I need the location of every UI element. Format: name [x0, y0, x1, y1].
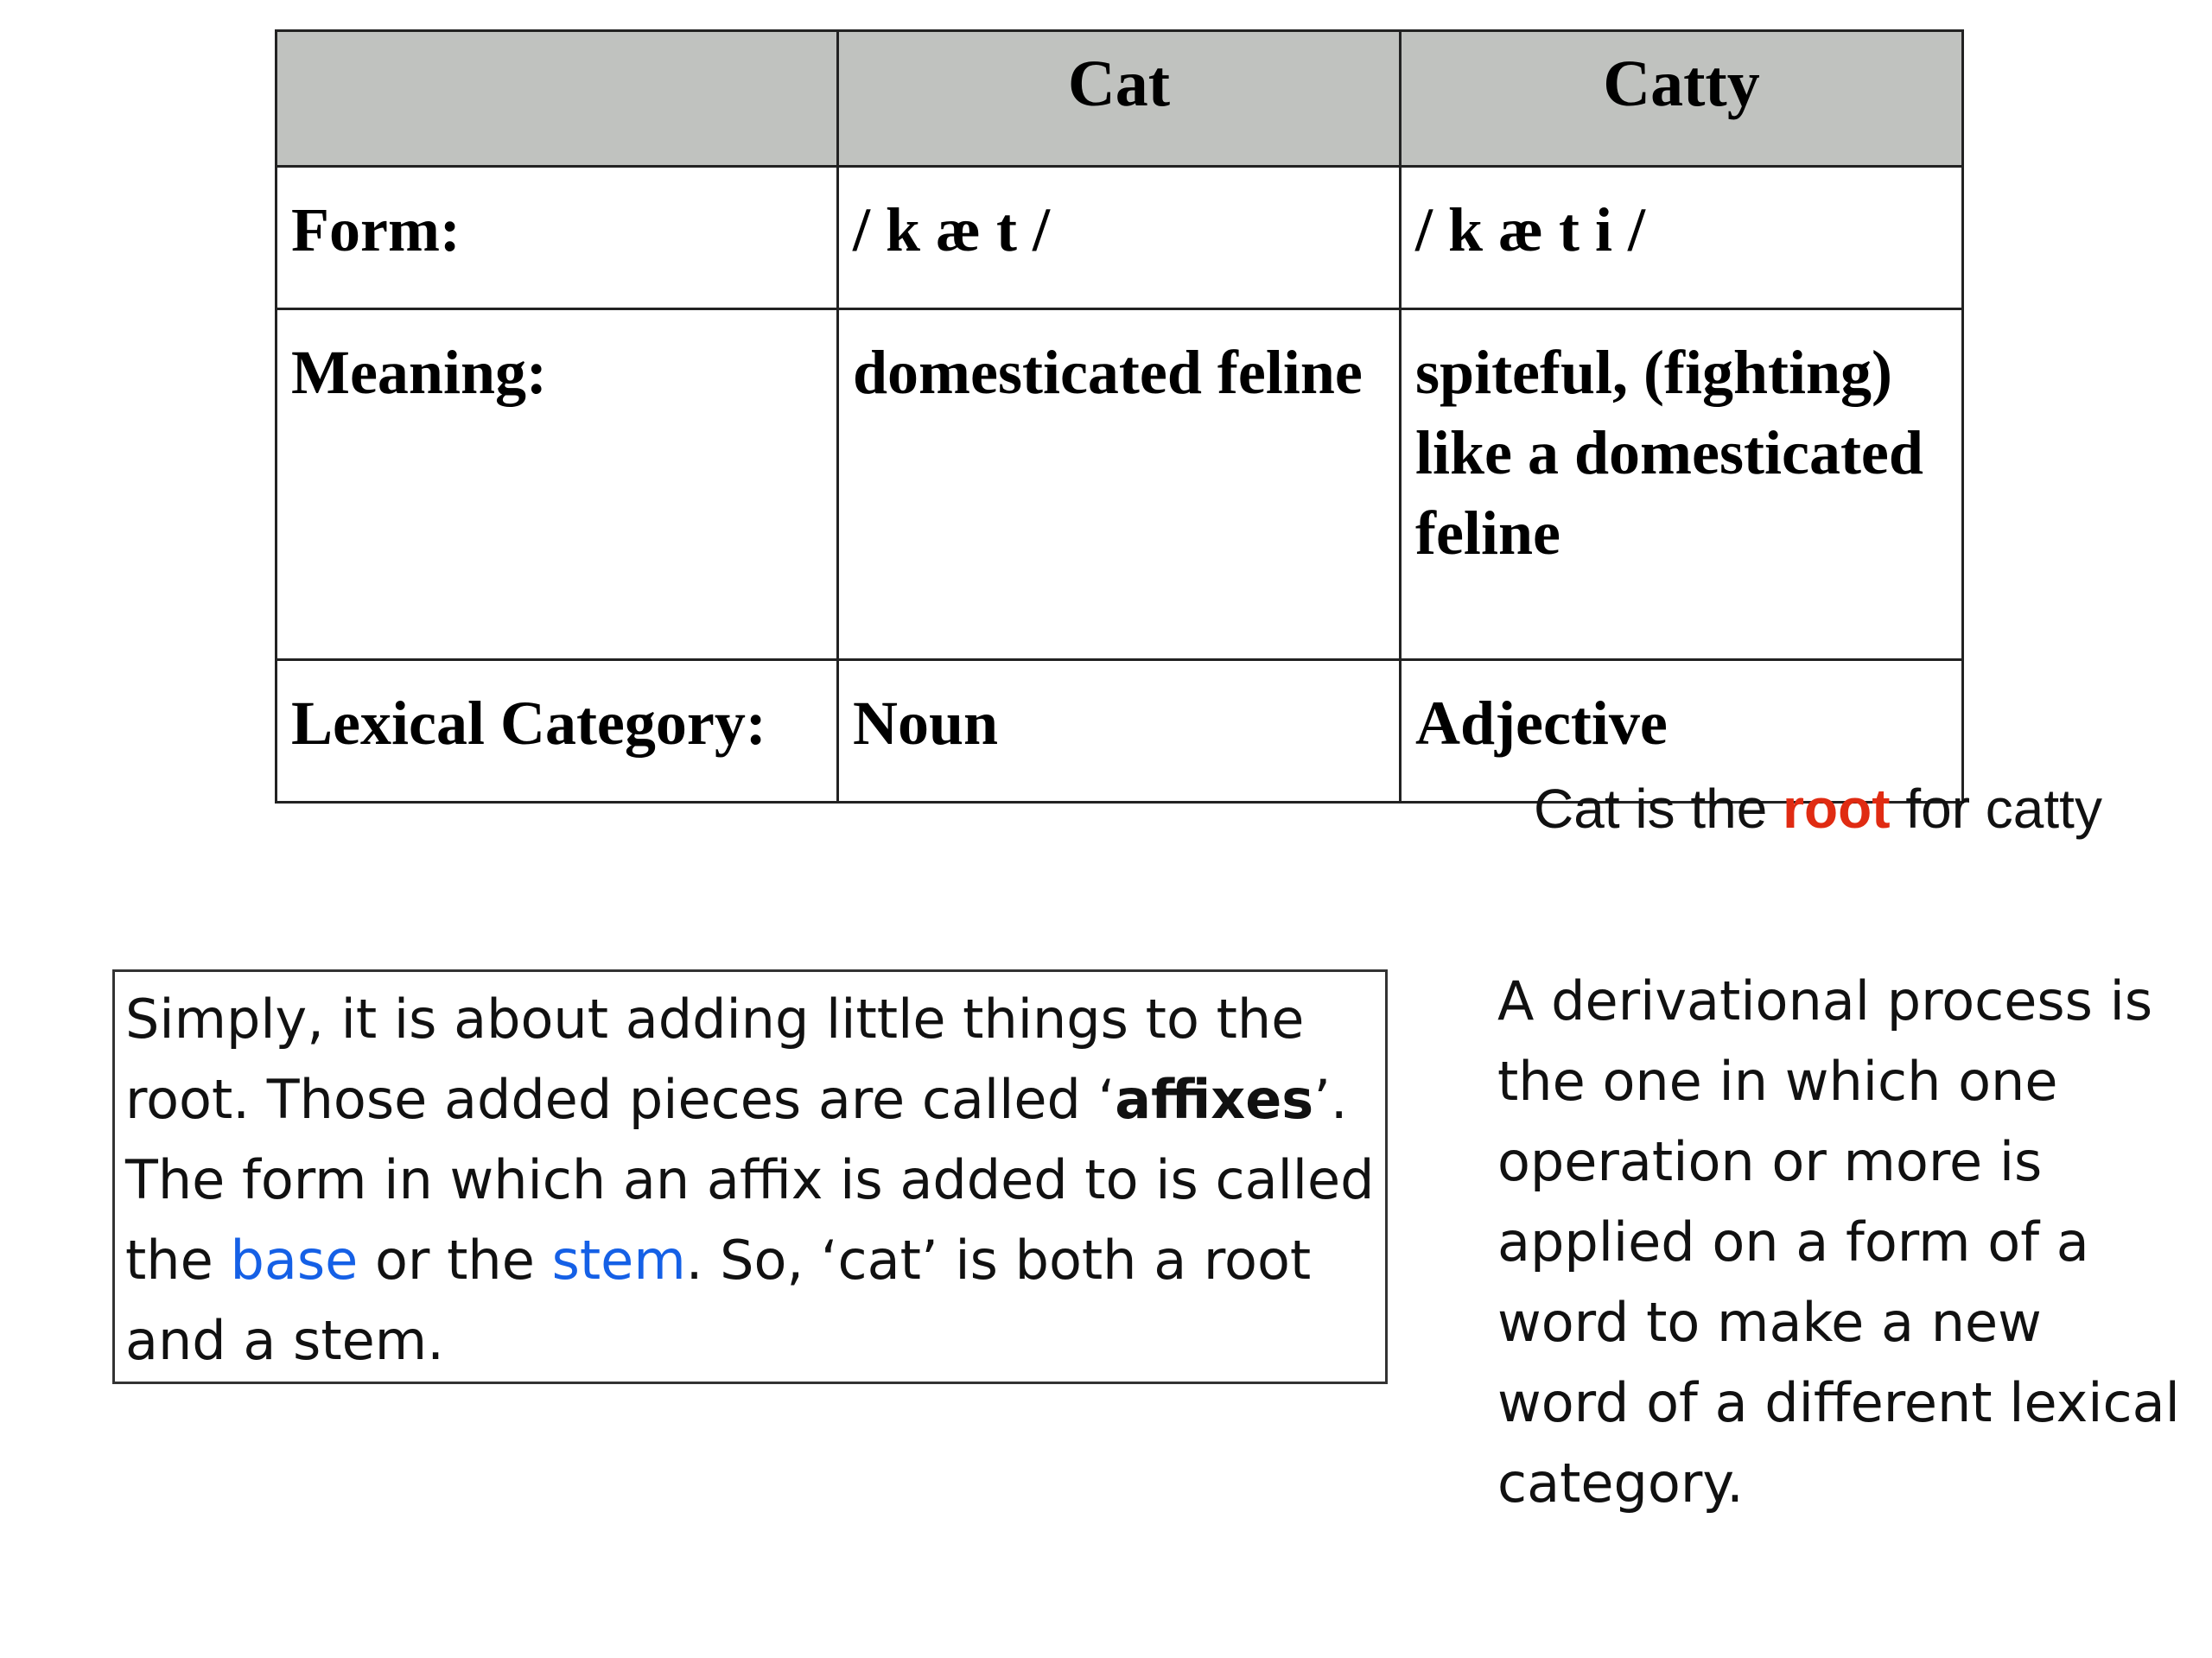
root-caption [1534, 774, 2102, 843]
cell-cat-category: Noun [838, 660, 1401, 803]
affix-line-2 [125, 1059, 1378, 1140]
cell-catty-meaning: spiteful, (fighting) like a domesticated feline [1401, 309, 1963, 660]
table-row-form [276, 167, 1963, 309]
root-highlight: root [1783, 778, 1891, 840]
deriv-line-1: A derivational process is [1497, 969, 2153, 1032]
term-affixes: affixes [1115, 1068, 1314, 1131]
affix-line-4 [125, 1220, 1378, 1300]
affix-line-4-after: . So, ‘cat’ is both a root [685, 1229, 1312, 1292]
term-stem: stem [551, 1229, 686, 1292]
deriv-line-5: word to make a new [1497, 1291, 2042, 1354]
cell-cat-meaning: domesticated feline [838, 309, 1401, 660]
cell-cat-form: / k æ t / [838, 167, 1401, 309]
caption-text-after: for catty [1890, 778, 2102, 840]
derivational-process-definition [1497, 961, 2206, 1523]
caption-text-before: Cat is the [1534, 778, 1783, 840]
row-label-lexical-category: Lexical Category: [276, 660, 838, 803]
deriv-line-4: applied on a form of a [1497, 1210, 2089, 1274]
morphology-table [275, 29, 1964, 804]
header-catty: Catty [1401, 31, 1963, 167]
deriv-line-7: category. [1497, 1452, 1744, 1515]
affix-line-4-mid: or the [358, 1229, 552, 1292]
table-row-meaning [276, 309, 1963, 660]
deriv-line-6: word of a different lexical [1497, 1371, 2180, 1434]
affix-line-4-the: the [125, 1229, 231, 1292]
affix-line-3: The form in which an affix is added to is called [125, 1148, 1375, 1211]
affix-line-5: and a stem. [125, 1309, 444, 1372]
row-label-form: Form: [276, 167, 838, 309]
affix-line-1: Simply, it is about adding little things to the [125, 988, 1305, 1051]
header-empty-cell [276, 31, 838, 167]
affix-line-2-after: ’. [1313, 1068, 1348, 1131]
header-cat: Cat [838, 31, 1401, 167]
table-header-row [276, 31, 1963, 167]
term-base: base [230, 1229, 359, 1292]
cell-catty-form: / k æ t i / [1401, 167, 1963, 309]
cell-catty-category: Adjective [1401, 660, 1963, 803]
affix-explanation-box [112, 969, 1388, 1384]
deriv-line-3: operation or more is [1497, 1130, 2043, 1193]
affix-line-2-before: root. Those added pieces are called ‘ [125, 1068, 1116, 1131]
row-label-meaning: Meaning: [276, 309, 838, 660]
deriv-line-2: the one in which one [1497, 1050, 2058, 1113]
